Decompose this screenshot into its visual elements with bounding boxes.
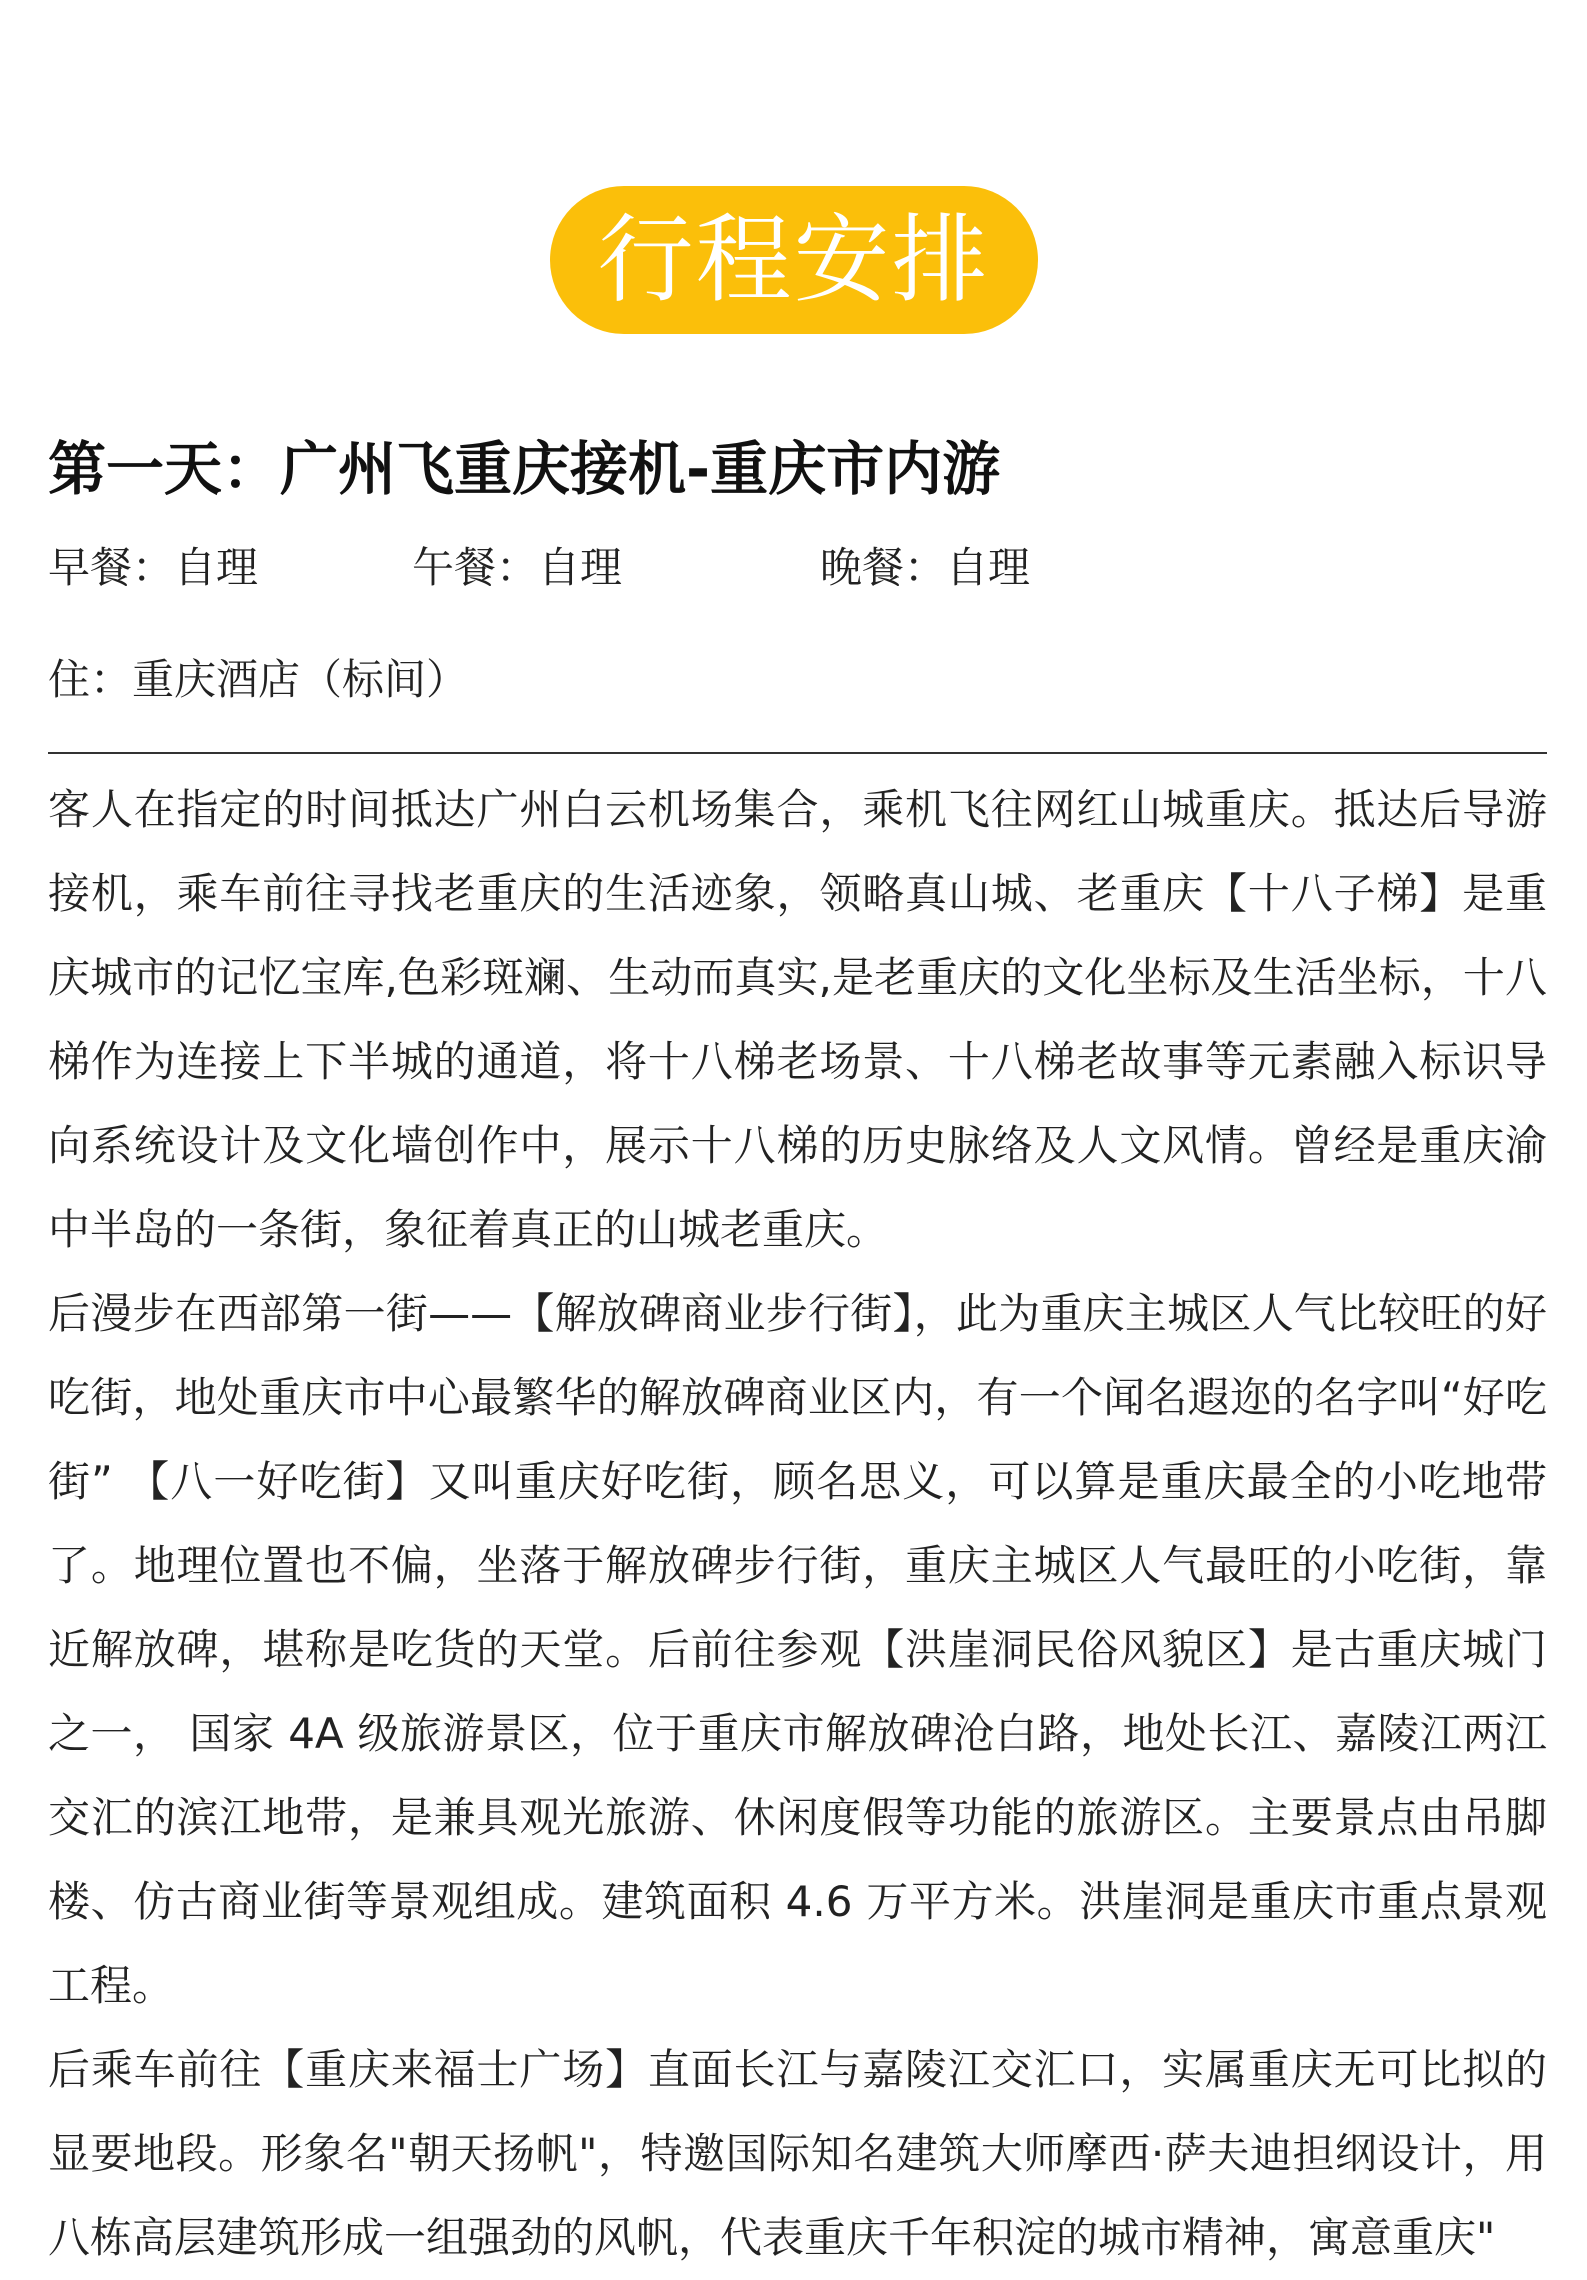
meals-row [0,538,1587,598]
itinerary-title-badge: 行程安排 [550,186,1038,334]
lunch-info: 午餐：自理 [412,543,623,592]
description-paragraph-1: 客人在指定的时间抵达广州白云机场集合，乘机飞往网红山城重庆。抵达后导游接机，乘车前往寻找老重庆的生活迹象，领略真山城、老重庆【十八子梯】是重庆城市的记忆宝库,色彩斑斓、生动而真实,是老重庆的文化坐标及生活坐标，十八梯作为连接上下半城的通道，将十八梯老场景、十八梯老故事等元素融入标识导向系统设计及文化墙创作中，展示十八梯的历史脉络及人文风情。曾经是重庆渝中半岛的一条街，象征着真正的山城老重庆。 [48,785,1547,1254]
day-one-title: 第一天：广州飞重庆接机-重庆市内游 [48,435,1001,503]
section-divider [48,752,1547,754]
accommodation-info: 住：重庆酒店（标间） [48,655,469,704]
day-one-description [48,768,1547,2280]
dinner-info: 晚餐：自理 [820,543,1031,592]
description-paragraph-3: 后乘车前往【重庆来福士广场】直面长江与嘉陵江交汇口，实属重庆无可比拟的显要地段。形象名"朝天扬帆"，特邀国际知名建筑大师摩西·萨夫迪担纲设计，用八栋高层建筑形成一组强劲的风帆，代表重庆千年积淀的城市精神，寓意重庆" [48,2045,1547,2262]
description-paragraph-2: 后漫步在西部第一街——【解放碑商业步行街】，此为重庆主城区人气比较旺的好吃街，地处重庆市中心最繁华的解放碑商业区内，有一个闻名遐迩的名字叫“好吃街” 【八一好吃街】又叫重庆好吃街，顾名思义，可以算是重庆最全的小吃地带了。地理位置也不偏，坐落于解放碑步行街，重庆主城区人气最旺的小吃街，靠近解放碑，堪称是吃货的天堂。后前往参观【洪崖洞民俗风貌区】是古重庆城门之一， 国家 4A 级旅游景区，位于重庆市解放碑沧白路，地处长江、嘉陵江两江交汇的滨江地带，是兼具观光旅游、休闲度假等功能的旅游区。主要景点由吊脚楼、仿古商业街等景观组成。建筑面积 4.6 万平方米。洪崖洞是重庆市重点景观工程。 [48,1289,1547,2010]
title-badge-container [0,186,1587,334]
breakfast-info: 早餐：自理 [48,543,259,592]
